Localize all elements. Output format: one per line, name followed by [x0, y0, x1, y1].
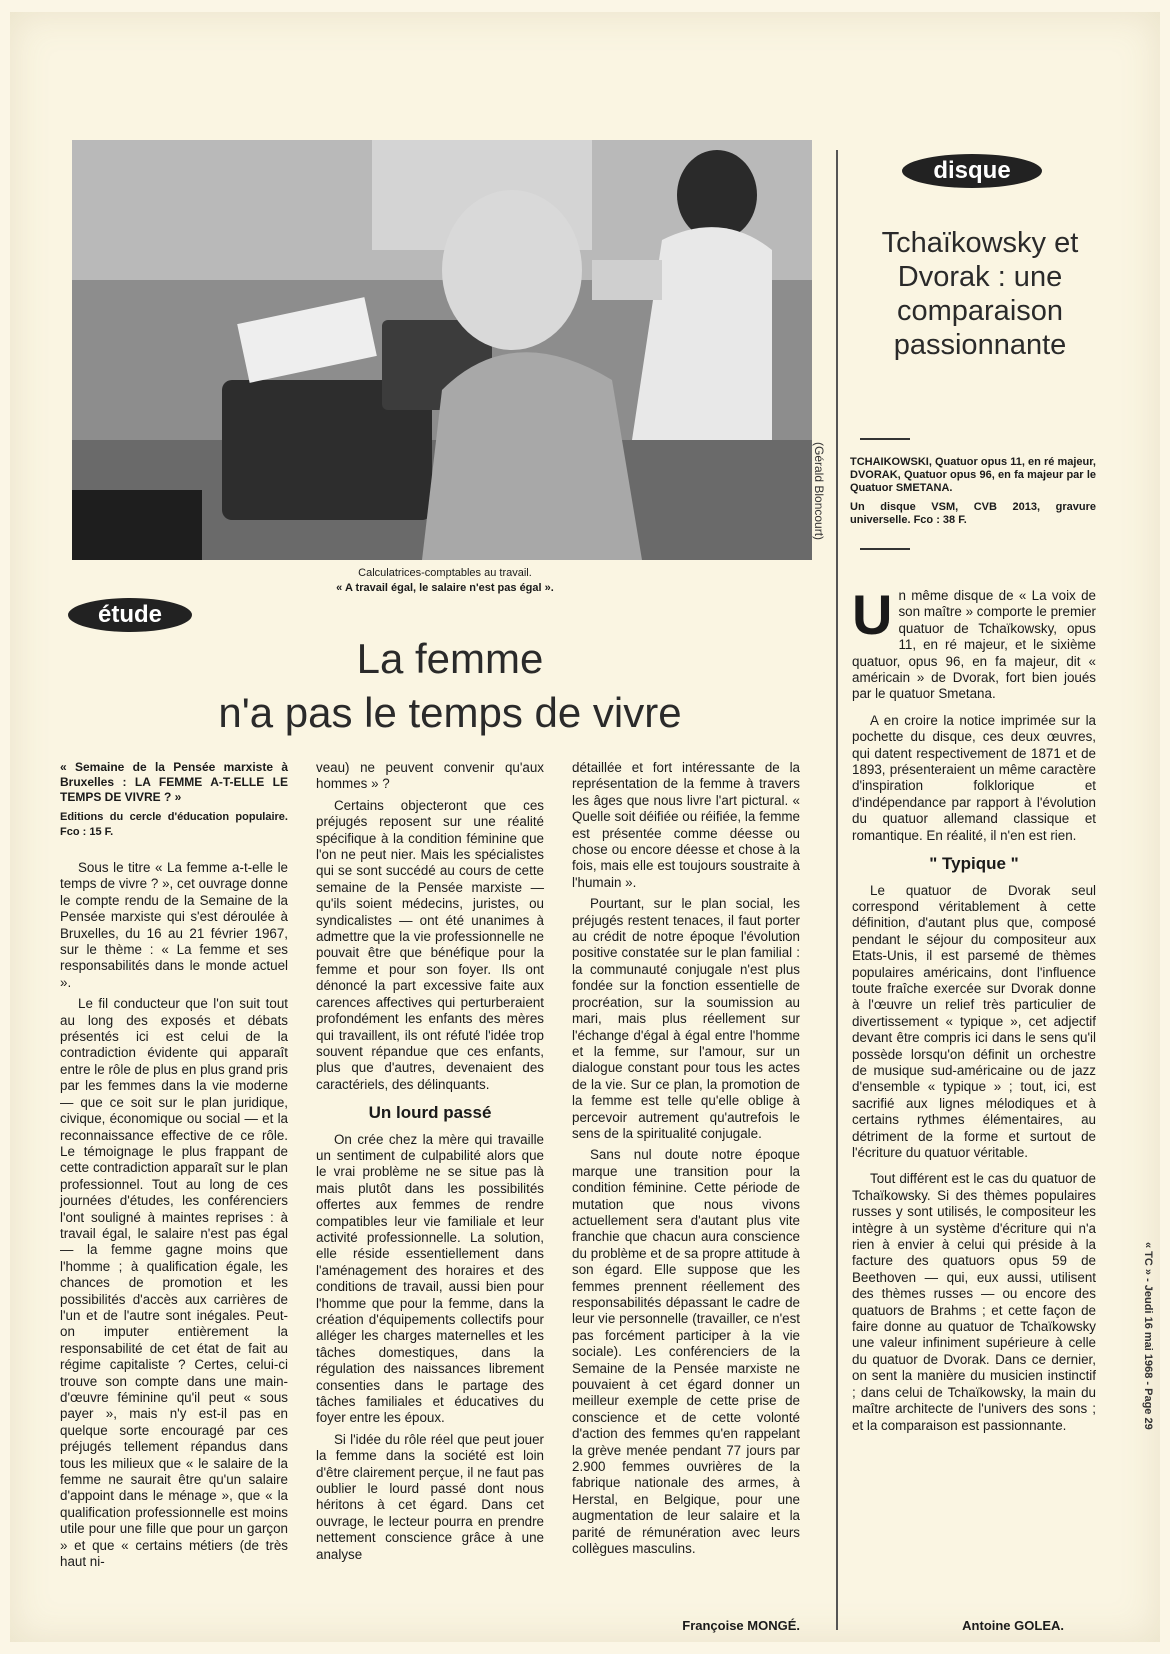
- subheading-lourd-passe: Un lourd passé: [368, 1103, 492, 1123]
- paragraph: Certains objecteront que ces préjugés reposent sur une réalité spécifique à la condition féminine que l'on ne peut nier. Mais les spécialistes qui se sont succédé au cours de cette semaine de la Pensée marxiste — qu'ils soient médecins, juristes, ou syndicalistes — ont été unanimes à admettre que la vie professionnelle ne pouvait être que bénéfique pour la femme et pour son foyer. Ils ont dénoncé la part excessive faite aux carences affectives qui perturberaient profondément les enfants des mères qui travaillent, ils ont réfuté l'idée trop souvent répandue que ces enfants, plus que d'autres, devenaient des caractériels, des délinquants.: [316, 797, 544, 1092]
- paragraph: Si l'idée du rôle réel que peut jouer la femme dans la société est loin d'être clairement perçue, il ne faut pas oublier le lourd passé dont nous héritons à cet égard. Dans cet ouvrage, le lecteur pourra en prendre nettement conscience grâce à une analyse: [316, 1431, 544, 1562]
- drop-cap: U: [852, 583, 893, 646]
- subheading-typique: " Typique ": [929, 854, 1019, 874]
- section-tag-etude: étude: [68, 598, 192, 632]
- paragraph: Tout différent est le cas du quatuor de Tchaïkowsky. Si des thèmes populaires russes y sont utilisés, le compositeur les intègre à un système d'écriture qui n'a rien à envier à celui qui préside à la facture des quatuors opus 59 de Beethoven — qui, eux aussi, utilisent des thèmes russes — ou encore des quatuors de Brahms ; et cette façon de faire donne au quatuor de Tchaïkowsky une valeur infiniment supérieure à celle du quatuor de Dvorak. Dans ce dernier, on sent la manière du musicien instinctif ; dans celui de Tchaïkowsky, la main du maître architecte de l'univers des sons ; et la comparaison est passionnante.: [852, 1171, 1096, 1433]
- photo-typists: [72, 140, 812, 560]
- paragraph: A en croire la notice imprimée sur la pochette du disque, ces deux œuvres, qui datent respectivement de 1871 et de 1893, présenteraient un même caractère d'inspiration folklorique et d'indépendance par rapport à l'évolution du quatuor allemand classique et romantique. En réalité, il n'en est rien.: [852, 712, 1096, 843]
- record-details: [850, 456, 1096, 532]
- paragraph: Un même disque de « La voix de son maître » comporte le premier quatuor de Tchaïkowsky, opus 11, en ré majeur, et le sixième quatuor, opus 96, en fa majeur, dit « américain » de Dvorak, fort bien joués par le quatuor Smetana.: [852, 583, 1096, 702]
- column-divider: [836, 150, 838, 1630]
- article-column-3: [572, 760, 800, 1563]
- paragraph: Le quatuor de Dvorak seul correspond véritablement à cette définition, d'autant plus que, composé pendant le séjour du compositeur aux Etats-Unis, il est parsemé de thèmes populaires américains, dont l'influence toute fraîche exercée sur Dvorak donne à l'œuvre un relief très particulier de divertissement « typique », cet adjectif devant être compris ici dans le sens qu'il possède lorsqu'on définit un orchestre de musique sud-américaine ou de jazz d'ensemble « typique » ; tout, ici, est sacrifié aux lignes mélodiques et à certains rythmes élémentaires, au détriment de la forme et surtout de l'écriture du quatuor véritable.: [852, 882, 1096, 1160]
- photo-caption: [210, 566, 680, 596]
- paragraph: Le fil conducteur que l'on suit tout au long des exposés et débats présentés ici est celui de la contradiction évidente qui apparaît entre le rôle de plus en plus grand pris par les femmes dans la vie moderne — que ce soit sur le plan juridique, civique, économique ou social — et la reconnaissance effective de ce rôle. Le témoignage le plus frappant de cette contradiction apparaît sur le plan professionnel. Tout au long de ces journées d'études, les conférenciers l'ont souligné à maintes reprises : à travail égal, le salaire n'est pas égal — la femme gagne moins que l'homme ; à qualification égale, les chances de promotion et les possibilités d'accès aux carrières de l'un et de l'autre sont inégales. Peut-on imputer entièrement la responsabilité de cet état de fait au régime capitaliste ? Certes, celui-ci trouve son compte dans une main-d'œuvre féminine qu'il peut « sous payer », mais n'y est-il pas en quelque sorte encouragé par ces préjugés tellement répandus dans tous les milieux que « le salaire de la femme ne saurait être qu'un salaire d'appoint dans le ménage », que « la qualification professionnelle est moins utile pour une fille que pour un garçon » et que « certains métiers (de très haut ni-: [60, 996, 288, 1570]
- section-tag-disque: disque: [902, 154, 1042, 188]
- author-signature-monge: Françoise MONGÉ.: [682, 1618, 800, 1633]
- headline-line-2: n'a pas le temps de vivre: [218, 689, 682, 736]
- photo-credit: (Gérald Bloncourt): [812, 442, 826, 541]
- article-column-2: [316, 760, 544, 1568]
- rule-bottom: [860, 548, 910, 550]
- caption-line-1: Calculatrices-comptables au travail.: [358, 567, 532, 579]
- paragraph: détaillée et fort intéressante de la représentation de la femme à travers les âges que nous livre l'art pictural. « Quelle soit déifiée ou réifiée, la femme est présentée comme déesse ou chose ou encore déesse et chose à la fois, mais elle est toujours soustraite à l'humain ».: [572, 760, 800, 890]
- paragraph: On crée chez la mère qui travaille un sentiment de culpabilité alors que le vrai problème ne se situe pas là mais plutôt dans les possibilités offertes aux femmes de rendre compatibles leur vie familiale et leur activité professionnelle. La solution, elle réside essentiellement dans l'aménagement des horaires et des conditions de travail, aussi bien pour l'homme que pour la femme, dans la création d'équipements collectifs pour alléger les charges maternelles et les tâches domestiques, dans la régulation des naissances librement consenties dans le partage des tâches familiales et éducatives du foyer entre les époux.: [316, 1131, 544, 1426]
- paragraph: Sans nul doute notre époque marque une transition pour la condition féminine. Cette période de mutation que nous vivons actuellement sera d'autant plus vite franchie que chacun aura conscience du problème et de sa propre attitude à son égard. Elle suppose que les femmes prennent réellement des responsabilités dépassant le cadre de leur vie personnelle (travailler, ce n'est pas forcément participer à la vie sociale). Les conférenciers de la Semaine de la Pensée marxiste ne pouvaient à cet égard donner un meilleur exemple de cette prise de conscience et de cette volonté d'action des femmes qu'en rappelant la grève menée pendant 77 jours par 2.900 femmes ouvrières de la fabrique nationale des armes, à Herstal, en Belgique, pour une augmentation de leur salaire et la parité de rémunération avec leurs collègues masculins.: [572, 1147, 800, 1557]
- newspaper-page: [10, 12, 1160, 1642]
- book-publisher: Editions du cercle d'éducation populaire. Fco : 15 F.: [60, 811, 288, 838]
- headline-line-1: La femme: [356, 635, 544, 682]
- headline: [110, 632, 790, 740]
- paragraph: veau) ne peuvent convenir qu'aux hommes » ?: [316, 760, 544, 792]
- disc-review-title: Tchaïkowsky et Dvorak : une comparaison passionnante: [881, 227, 1079, 361]
- record-reference: TCHAIKOWSKI, Quatuor opus 11, en ré majeur, DVORAK, Quatuor opus 96, en fa majeur par le Quatuor SMETANA.: [850, 456, 1096, 494]
- disc-review-body: [852, 583, 1096, 1439]
- caption-line-2: « A travail égal, le salaire n'est pas égal ».: [336, 582, 554, 594]
- paragraph: Sous le titre « La femme a-t-elle le temps de vivre ? », cet ouvrage donne le compte rendu de la Semaine de la Pensée marxiste qui s'est déroulée à Bruxelles, du 16 au 21 février 1967, sur le thème : « La femme et ses responsabilités dans le monde actuel ».: [60, 860, 288, 990]
- author-signature-golea: Antoine GOLEA.: [962, 1618, 1064, 1633]
- paragraph: Pourtant, sur le plan social, les préjugés restent tenaces, il faut porter au crédit de notre époque l'évolution positive constatée sur le plan familial : la communauté conjugale n'est plus fondée sur la fonction essentielle de procréation, sur la soumission au mari, mais plus réellement sur l'échange d'égal à égal entre l'homme et la femme, sur l'amour, sur un dialogue constant pour tous les actes de la vie. Sur ce plan, la promotion de la femme est telle qu'elle oblige à percevoir autrement qu'autrefois le sens de la spiritualité conjugale.: [572, 896, 800, 1141]
- rule-top: [860, 438, 910, 440]
- book-reference: « Semaine de la Pensée marxiste à Bruxelles : LA FEMME A-T-ELLE LE TEMPS DE VIVRE ? »: [60, 760, 288, 804]
- page-folio: « TC » - Jeudi 16 mai 1968 - Page 29: [1142, 1242, 1154, 1430]
- photo-illustration: [72, 140, 812, 560]
- article-column-1: [60, 760, 288, 1575]
- record-info: Un disque VSM, CVB 2013, gravure universelle. Fco : 38 F.: [850, 501, 1096, 526]
